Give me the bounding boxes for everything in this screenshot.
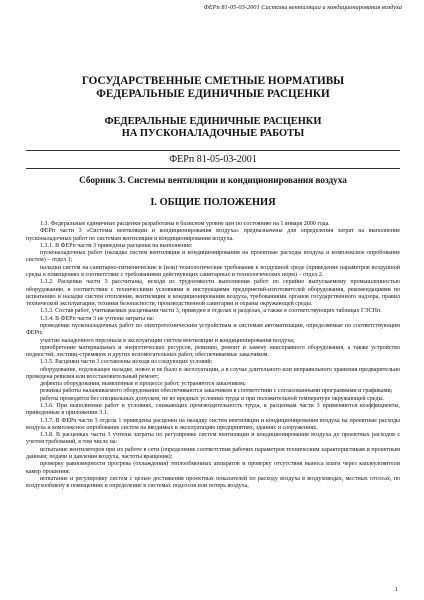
paragraph: оборудование, подлежащее наладке, новое и не было в эксплуатации, а в случае длительного или неправильного хранения предварительно проведена ревизия или восстановительный ремонт; (26, 366, 400, 380)
subtitle-line-2: НА ПУСКОНАЛАДОЧНЫЕ РАБОТЫ (121, 128, 305, 139)
page-number: 1 (394, 586, 398, 593)
document-code: ФЕРп 81-05-03-2001 (169, 154, 257, 165)
collection-title: Сборник 3. Системы вентиляции и кондиционирования воздуха (79, 175, 347, 185)
paragraph: участие наладочного персонала в эксплуатации систем вентиляции и кондиционирования воздуха; (40, 337, 295, 344)
subtitle-line-1: ФЕДЕРАЛЬНЫЕ ЕДИНИЧНЫЕ РАСЦЕНКИ (104, 116, 322, 127)
paragraph: 1.3.7. В ФЕРп части 3 отдела 1 приведены расценки на наладку систем вентиляции и кондиционирования воздуха на проектные расходы воздуха и комплексное опробование систем на вводимых в эксплуатацию предприятиях, зданиях и сооружениях. (26, 417, 400, 431)
divider-top (26, 150, 400, 151)
body-text (26, 221, 400, 490)
paragraph: проведение пусконаладочных работ по электротехническим устройствам и системам автоматизации, определяемые по соответствующим ФЕРп; (26, 322, 400, 337)
paragraph: дефекты оборудования, выявленные в процессе работ, устраняются заказчиком; (40, 381, 246, 388)
paragraph: испытание и регулировку систем с целью достижения проектных показателей по расходу воздуха в воздуховодах, местных отсосах, по воздухообмену в помещениях и определение в системах подсосов или потерь воздуха, (26, 475, 400, 490)
running-header: ФЕРп 81-05-03-2001 Системы вентиляции и кондиционирования воздуха (203, 4, 402, 11)
paragraph: 1.3.6. При выполнении работ в условиях, снижающих производительность труда, к расценкам части 3 применяются коэффициенты, приведенные в приложении 3.1. (26, 403, 400, 417)
paragraph: проверку равномерности прогрева (охлаждения) теплообменных аппаратов и проверку отсутствия выноса влаги через каплеуловители камер орошения; (26, 461, 400, 475)
main-title-line-2: ФЕДЕРАЛЬНЫЕ ЕДИНИЧНЫЕ РАСЦЕНКИ (96, 88, 330, 100)
main-title-line-1: ГОСУДАРСТВЕННЫЕ СМЕТНЫЕ НОРМАТИВЫ (81, 75, 345, 87)
paragraph: ФЕРп части 3 «Системы вентиляции и кондиционирования воздуха» предназначены для определения затрат на выполнение пусконаладочных работ по системам вентиляции и кондиционирования воздуха. (26, 228, 400, 242)
paragraph: 1.3.4. В ФЕРп части 3 не учтены затраты на: (40, 315, 155, 322)
divider-bottom (26, 168, 400, 169)
paragraph: 1.3.8. В расценках части 3 учтены затраты по регулировке систем вентиляции и кондиционирования воздуха до проектных расходов с учетом требований, в том числе на: (26, 432, 400, 446)
paragraph: приобретение материальных и энергетических ресурсов, ревизию, ремонт и замену неисправного оборудования, а также устройство подмостей, лестниц-стремянок и других вспомогательных работ, обеспечиваемые заказчиком. (26, 344, 400, 359)
paragraph: наладки систем на санитарно-гигиенические и (или) технологические требования к воздушной среде (приведение параметров воздушной среды в помещениях в соответствие с требованиями действующих санитарных и технологических норм) – отдел 2. (26, 264, 400, 278)
section-heading: I. ОБЩИЕ ПОЛОЖЕНИЯ (150, 197, 276, 208)
paragraph: 1.3.1. В ФЕРп части 3 приведены расценки на выполнение: (40, 242, 193, 249)
paragraph: пусконаладочных работ (наладка систем вентиляции и кондиционирования на проектные расходы воздуха и комплексное опробование систем) – отдел 1; (26, 250, 400, 264)
paragraph: испытание вентиляторов при их работе в сети (определение соответствия рабочих параметров техническим характеристикам и проектным данным; подачи и давления воздуха, частоты вращения); (26, 446, 400, 460)
paragraph: работы проводятся без специальных допусков, не во вредных условиях труда и при положительной температуре окружающей среды. (40, 395, 385, 402)
paragraph: 1.3.5. Расценки части 3 составлены исходя из следующих условий: (40, 359, 213, 366)
paragraph: 1.3. Федеральные единичные расценки разработаны в базисном уровне цен по состоянию на 1 января 2000 года. (40, 221, 330, 227)
paragraph: 1.3.2. Расценки части 3 рассчитаны, исходя из трудоемкости выполнения работ по серийно выпускаемому промышленностью оборудованию, в соответствии с техническими условиями и инструкциями предприятий-изготовителей оборудования, рекомендациями по испытанию и наладке систем отопления, вентиляции и кондиционирования воздуха, требованиями органов государственного надзора, правил технической эксплуатации, техники безопасности, производственной санитарии и охраны окружающей среды. (26, 279, 400, 308)
paragraph: режимы работы налаживаемого оборудования обеспечиваются заказчиком в соответствии с согласованными программами и графиками; (40, 388, 393, 395)
paragraph: 1.3.3. Состав работ, учитываемых расценками части 3, приведен в отделах и разделах, а также в соответствующих таблицах ГЭСНп. (40, 308, 382, 315)
